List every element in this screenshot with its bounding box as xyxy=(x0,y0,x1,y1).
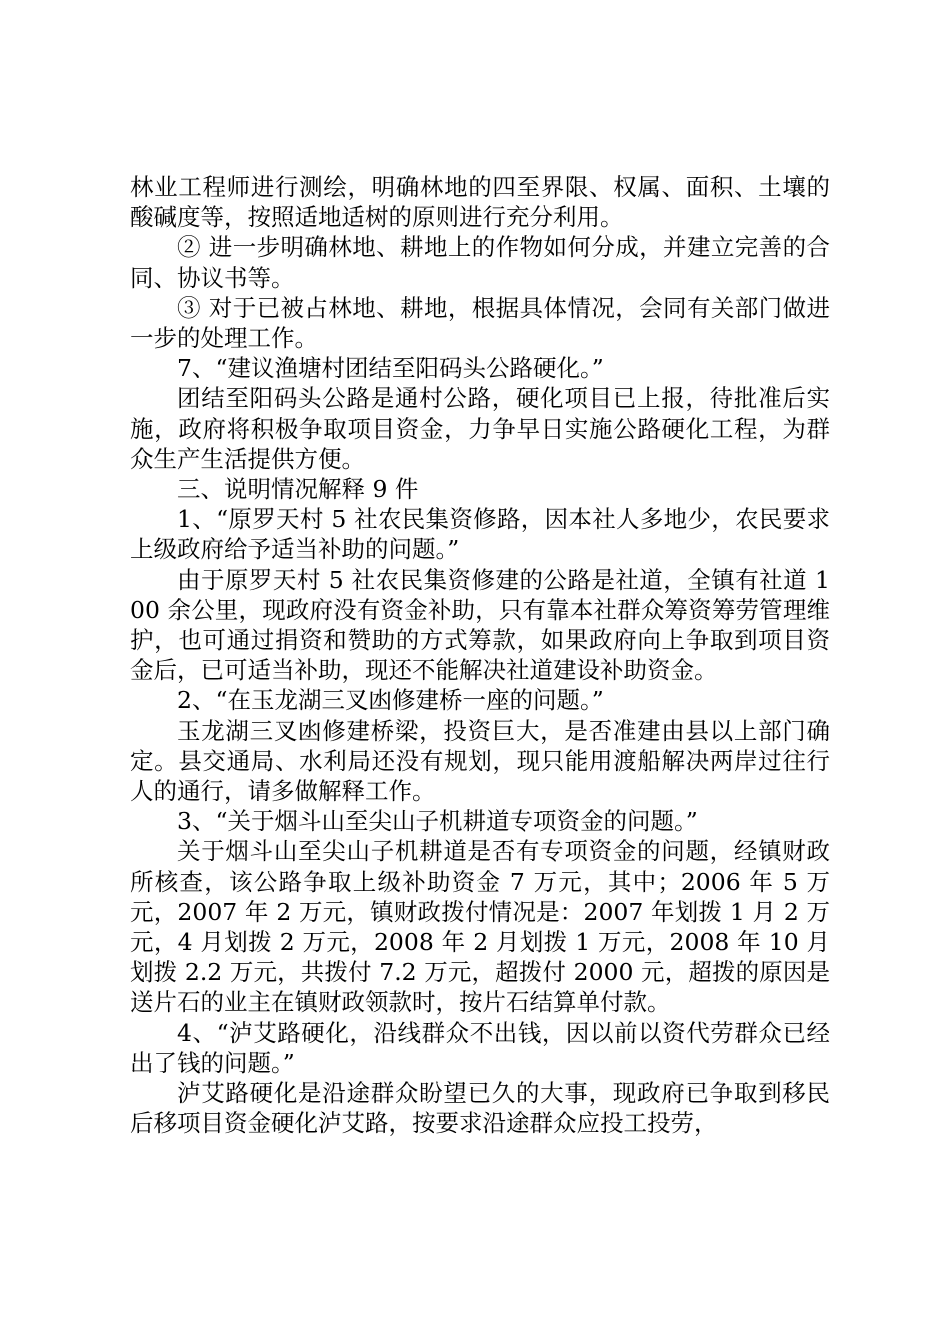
document-body xyxy=(130,172,830,1139)
paragraph-2: ② 进一步明确林地、耕地上的作物如何分成，并建立完善的合同、协议书等。 xyxy=(130,233,830,292)
paragraph-5: 团结至阳码头公路是通村公路，硬化项目已上报，待批准后实施，政府将积极争取项目资金，力争早日实施公路硬化工程，为群众生产生活提供方便。 xyxy=(130,384,830,473)
paragraph-10: 玉龙湖三叉凼修建桥梁，投资巨大，是否准建由县以上部门确定。县交通局、水利局还没有规划，现只能用渡船解决两岸过往行人的通行，请多做解释工作。 xyxy=(130,716,830,806)
paragraph-14: 泸艾路硬化是沿途群众盼望已久的大事，现政府已争取到移民后移项目资金硬化泸艾路，按要求沿途群众应投工投劳， xyxy=(130,1079,830,1138)
item-heading-4: 4、“泸艾路硬化，沿线群众不出钱，因以前以资代劳群众已经出了钱的问题。” xyxy=(130,1018,830,1077)
item-heading-1: 1、“原罗天村 5 社农民集资修路，因本社人多地少，农民要求上级政府给予适当补助的问题。” xyxy=(130,505,830,564)
section-heading-3: 三、说明情况解释 9 件 xyxy=(177,475,419,504)
item-heading-7: 7、“建议渔塘村团结至阳码头公路硬化。” xyxy=(177,354,604,383)
item-heading-3: 3、“关于烟斗山至尖山子机耕道专项资金的问题。” xyxy=(177,807,698,836)
paragraph-3: ③ 对于已被占林地、耕地，根据具体情况，会同有关部门做进一步的处理工作。 xyxy=(130,293,830,353)
paragraph-1: 林业工程师进行测绘，明确林地的四至界限、权属、面积、土壤的酸碱度等，按照适地适树的原则进行充分利用。 xyxy=(130,173,830,232)
paragraph-8: 由于原罗天村 5 社农民集资修建的公路是社道，全镇有社道 100 余公里，现政府没有资金补助，只有靠本社群众筹资筹劳管理维护，也可通过捐资和赞助的方式筹款，如果政府向上争取到项目资金后，已可适当补助，现还不能解决社道建设补助资金。 xyxy=(130,565,830,685)
paragraph-12: 关于烟斗山至尖山子机耕道是否有专项资金的问题，经镇财政所核查，该公路争取上级补助资金 7 万元，其中；2006 年 5 万元，2007 年 2 万元，镇财政拨付情况是：2007 年划拨 1 月 2 万元，4 月划拨 2 万元，2008 年 2 月划拨 1 万元，2008 年 10 月划拨 2.2 万元，共拨付 7.2 万元，超拨付 2000 元，超拨的原因是送片石的业主在镇财政领款时，按片石结算单付款。 xyxy=(130,837,830,1017)
item-heading-2: 2、“在玉龙湖三叉凼修建桥一座的问题。” xyxy=(177,686,604,715)
